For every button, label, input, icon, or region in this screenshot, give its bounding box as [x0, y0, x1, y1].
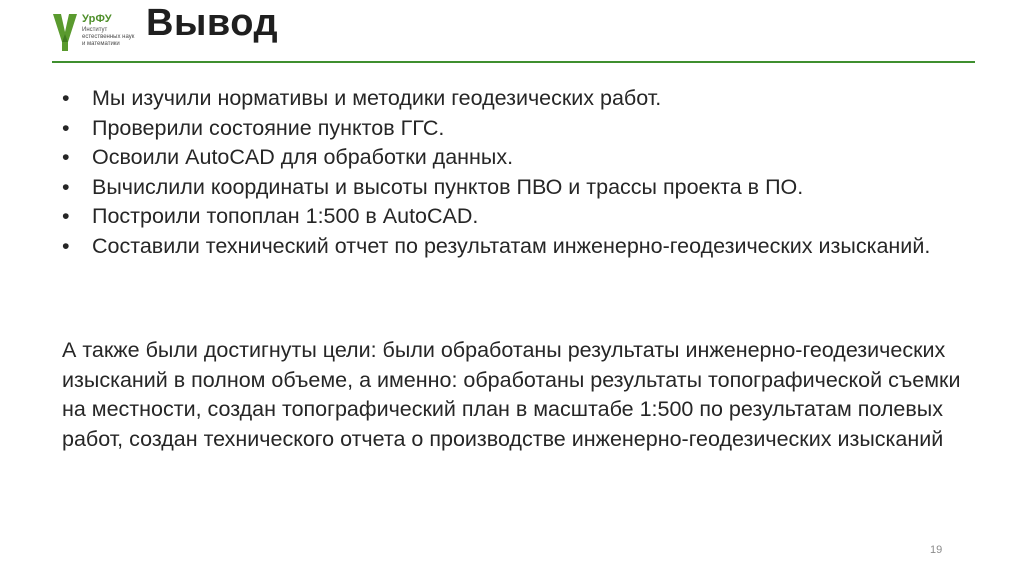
list-item — [62, 143, 982, 173]
page-number: 19 — [930, 544, 943, 556]
bullet-icon: • — [62, 204, 70, 228]
bullet-icon: • — [62, 233, 70, 258]
list-item — [62, 202, 982, 232]
list-item-text: Составили технический отчет по результатам инженерно-геодезических изысканий. — [92, 233, 931, 258]
logo-subtitle-line: естественных наук — [82, 34, 135, 40]
title-divider — [52, 61, 975, 63]
list-item — [62, 114, 982, 144]
list-item-text: Мы изучили нормативы и методики геодезических работ. — [92, 86, 662, 110]
list-item-text: Освоили AutoCAD для обработки данных. — [92, 145, 514, 169]
conclusion-paragraph: А также были достигнуты цели: были обработаны результаты инженерно-геодезических изысканий в полном объеме, а именно: обработаны результаты топографической съемки на местности, создан топографический план в масштабе 1:500 по результатам полевых работ, создан технического отчета о производстве инженерно-геодезических изысканий — [62, 338, 961, 451]
bullet-icon: • — [62, 174, 70, 199]
logo-subtitle-line: и математики — [82, 41, 120, 47]
slide-title: Вывод — [146, 2, 279, 44]
urfu-logo-mark-icon — [52, 12, 78, 52]
urfu-logo — [52, 12, 152, 56]
logo-subtitle-line: Институт — [82, 27, 108, 33]
list-item — [62, 173, 982, 203]
bullet-icon: • — [62, 115, 70, 140]
list-item-text: Построили топоплан 1:500 в AutoCAD. — [92, 204, 479, 228]
bullet-list — [62, 84, 982, 261]
list-item — [62, 84, 982, 114]
list-item-text: Вычислили координаты и высоты пунктов ПВО и трассы проекта в ПО. — [92, 174, 804, 199]
list-item — [62, 232, 982, 262]
list-item-text: Проверили состояние пунктов ГГС. — [92, 115, 445, 140]
logo-name: УрФУ — [82, 13, 112, 25]
bullet-icon: • — [62, 145, 70, 169]
bullet-icon: • — [62, 86, 70, 110]
